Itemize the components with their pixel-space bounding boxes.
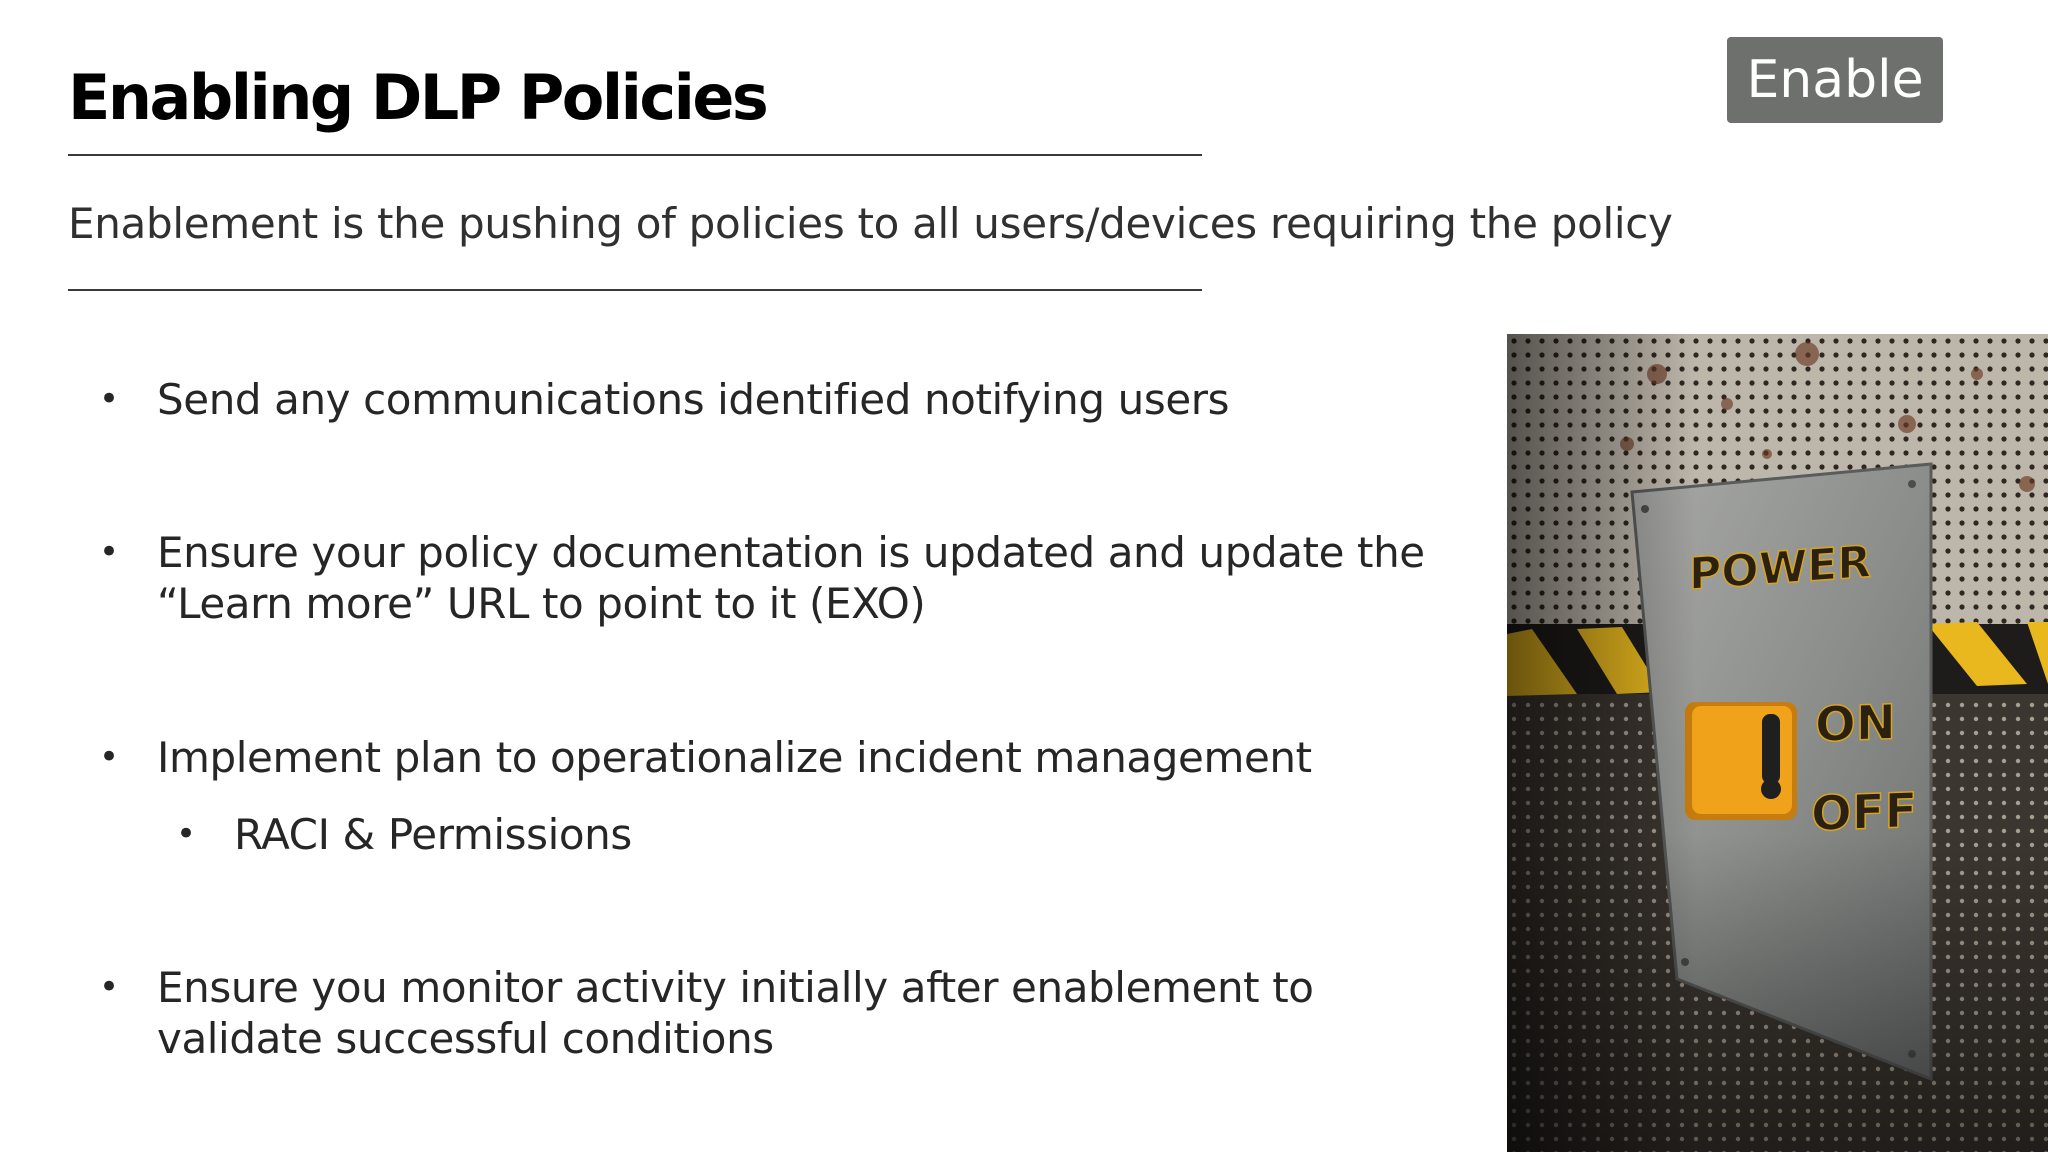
enable-badge: Enable	[1727, 37, 1943, 123]
bullet-item	[99, 962, 1427, 1064]
bullet-item	[99, 732, 1427, 783]
bullet-text: Send any communications identified notifying users	[157, 375, 1230, 424]
bullet-text: Implement plan to operationalize incident management	[157, 733, 1312, 782]
bullet-text: RACI & Permissions	[234, 810, 632, 859]
bullet-icon: •	[99, 532, 119, 572]
bullet-text: Ensure you monitor activity initially after enablement to validate successful conditions	[157, 963, 1314, 1063]
power-switch-photo	[1507, 334, 2048, 1152]
slide-title: Enabling DLP Policies	[68, 61, 767, 134]
bullet-icon: •	[176, 814, 196, 854]
bullet-icon: •	[99, 379, 119, 419]
slide-subtitle: Enablement is the pushing of policies to all users/devices requiring the policy	[68, 199, 1673, 248]
bullet-item	[99, 374, 1427, 425]
sub-bullet-item	[176, 809, 1504, 860]
bullet-icon: •	[99, 737, 119, 777]
bullet-item	[99, 527, 1427, 629]
subtitle-divider	[68, 289, 1202, 291]
bullet-icon: •	[99, 967, 119, 1007]
bullet-text: Ensure your policy documentation is updated and update the “Learn more” URL to point to it (EXO)	[157, 528, 1425, 628]
title-divider	[68, 154, 1202, 156]
